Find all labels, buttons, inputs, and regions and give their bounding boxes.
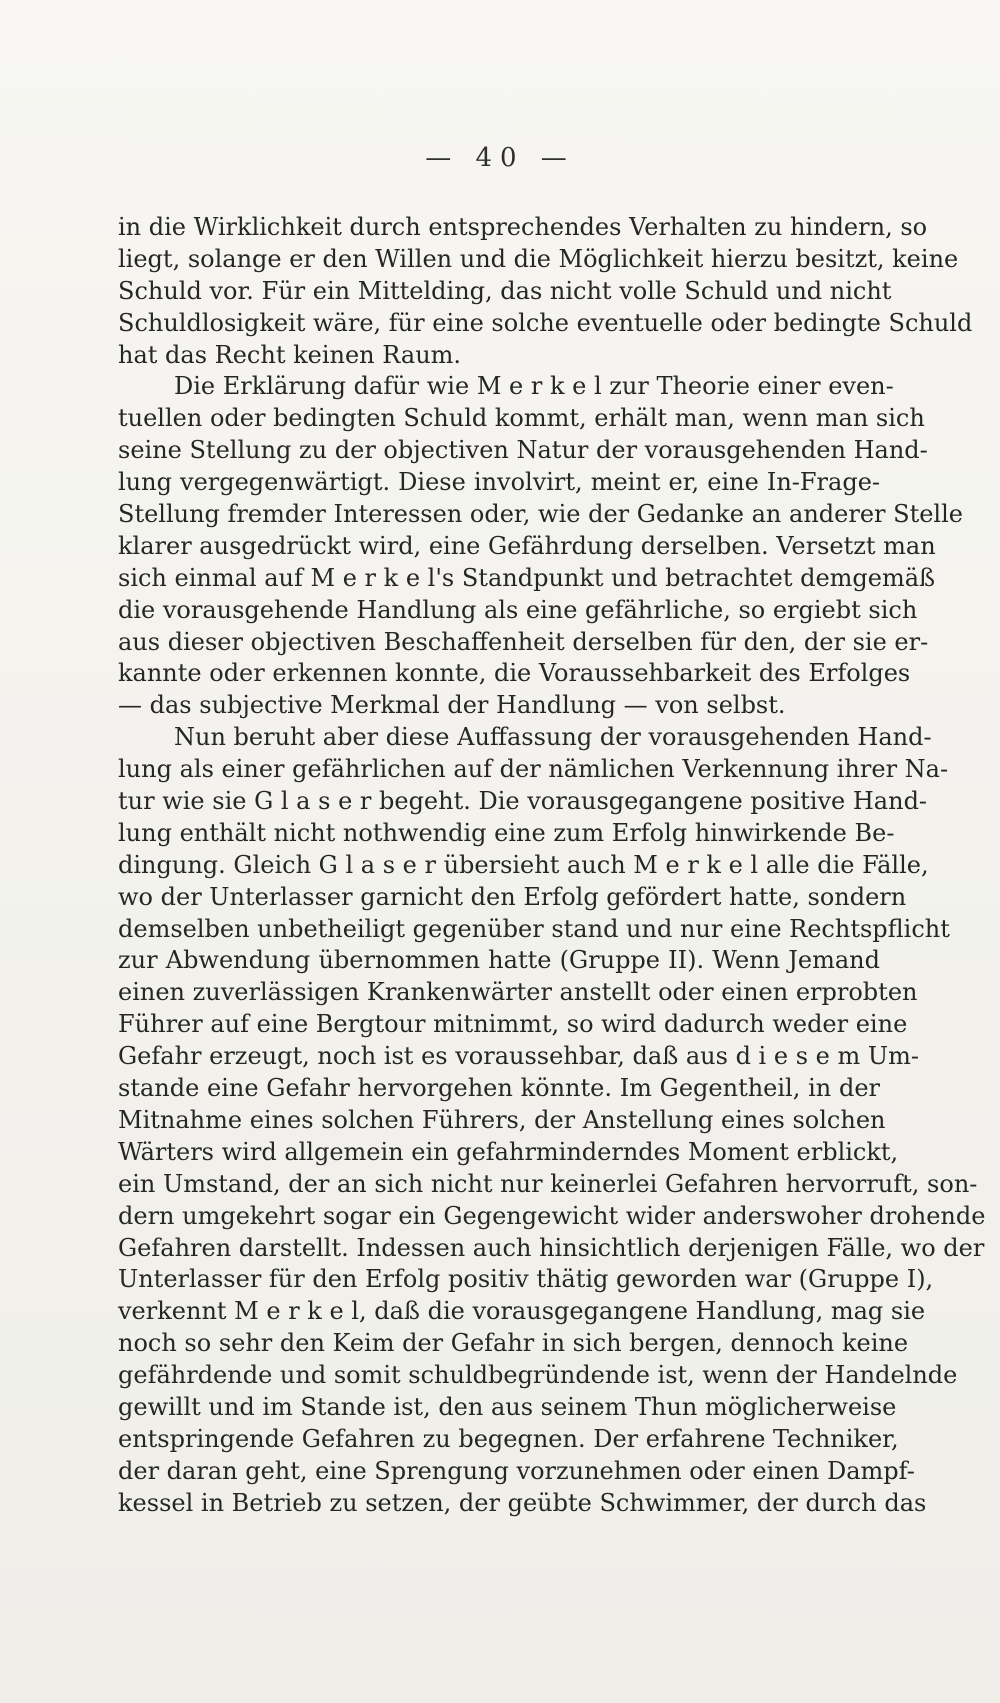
- text-line: hat das Recht keinen Raum.: [118, 340, 462, 369]
- body-text: [118, 212, 986, 1520]
- text-line: — das subjective Merkmal der Handlung — von selbst.: [118, 691, 786, 720]
- text-line: ein Umstand, der an sich nicht nur keinerlei Gefahren hervorruft, son-: [118, 1169, 978, 1198]
- text-line: gefährdende und somit schuldbegründende ist, wenn der Handelnde: [118, 1361, 958, 1390]
- text-line: stande eine Gefahr hervorgehen könnte. Im Gegentheil, in der: [118, 1074, 880, 1103]
- text-line: Nun beruht aber diese Auffassung der vorausgehenden Hand-: [174, 723, 932, 752]
- text-line: der daran geht, eine Sprengung vorzunehmen oder einen Dampf-: [118, 1456, 915, 1485]
- text-line: die vorausgehende Handlung als eine gefährliche, so ergiebt sich: [118, 595, 918, 624]
- text-line: aus dieser objectiven Beschaffenheit derselben für den, der sie er-: [118, 627, 929, 656]
- text-line: Gefahr erzeugt, noch ist es voraussehbar, daß aus d i e s e m Um-: [118, 1042, 919, 1071]
- text-line: Stellung fremder Interessen oder, wie der Gedanke an anderer Stelle: [118, 500, 963, 529]
- text-line: sich einmal auf M e r k e l's Standpunkt und betrachtet demgemäß: [118, 563, 936, 592]
- text-line: lung enthält nicht nothwendig eine zum Erfolg hinwirkende Be-: [118, 818, 895, 847]
- text-line: tur wie sie G l a s e r begeht. Die vorausgegangene positive Hand-: [118, 787, 928, 816]
- text-line: Führer auf eine Bergtour mitnimmt, so wird dadurch weder eine: [118, 1010, 908, 1039]
- text-line: gewillt und im Stande ist, den aus seinem Thun möglicherweise: [118, 1392, 897, 1421]
- text-line: Die Erklärung dafür wie M e r k e l zur Theorie einer even-: [174, 372, 894, 401]
- text-line: kannte oder erkennen konnte, die Voraussehbarkeit des Erfolges: [118, 659, 911, 688]
- text-line: lung als einer gefährlichen auf der nämlichen Verkennung ihrer Na-: [118, 755, 949, 784]
- text-line: Mitnahme eines solchen Führers, der Anstellung eines solchen: [118, 1105, 886, 1134]
- text-line: dingung. Gleich G l a s e r übersieht auch M e r k e l alle die Fälle,: [118, 850, 929, 879]
- text-line: liegt, solange er den Willen und die Möglichkeit hierzu besitzt, keine: [118, 244, 959, 273]
- text-line: noch so sehr den Keim der Gefahr in sich bergen, dennoch keine: [118, 1329, 909, 1358]
- text-line: Unterlasser für den Erfolg positiv thätig geworden war (Gruppe I),: [118, 1265, 934, 1294]
- text-line: kessel in Betrieb zu setzen, der geübte Schwimmer, der durch das: [118, 1488, 927, 1517]
- text-line: tuellen oder bedingten Schuld kommt, erhält man, wenn man sich: [118, 404, 925, 433]
- text-line: lung vergegenwärtigt. Diese involvirt, meint er, eine In-Frage-: [118, 468, 880, 497]
- text-line: in die Wirklichkeit durch entsprechendes Verhalten zu hindern, so: [118, 213, 928, 241]
- text-line: einen zuverlässigen Krankenwärter anstellt oder einen erprobten: [118, 978, 918, 1007]
- text-line: Schuld vor. Für ein Mittelding, das nicht volle Schuld und nicht: [118, 276, 892, 305]
- text-line: dern umgekehrt sogar ein Gegengewicht wider anderswoher drohende: [118, 1201, 986, 1230]
- text-line: Gefahren darstellt. Indessen auch hinsichtlich derjenigen Fälle, wo der: [118, 1233, 985, 1262]
- page-number-header: — 40 —: [425, 143, 575, 173]
- text-line: entspringende Gefahren zu begegnen. Der erfahrene Techniker,: [118, 1424, 899, 1453]
- text-line: Schuldlosigkeit wäre, für eine solche eventuelle oder bedingte Schuld: [118, 308, 973, 337]
- text-line: Wärters wird allgemein ein gefahrminderndes Moment erblickt,: [118, 1137, 899, 1166]
- text-line: seine Stellung zu der objectiven Natur der vorausgehenden Hand-: [118, 436, 928, 465]
- text-line: verkennt M e r k e l, daß die vorausgegangene Handlung, mag sie: [118, 1297, 926, 1326]
- text-line: wo der Unterlasser garnicht den Erfolg gefördert hatte, sondern: [118, 882, 907, 911]
- text-line: klarer ausgedrückt wird, eine Gefährdung derselben. Versetzt man: [118, 531, 936, 560]
- text-line: demselben unbetheiligt gegenüber stand und nur eine Rechtspflicht: [118, 914, 950, 943]
- text-line: zur Abwendung übernommen hatte (Gruppe II). Wenn Jemand: [118, 946, 880, 975]
